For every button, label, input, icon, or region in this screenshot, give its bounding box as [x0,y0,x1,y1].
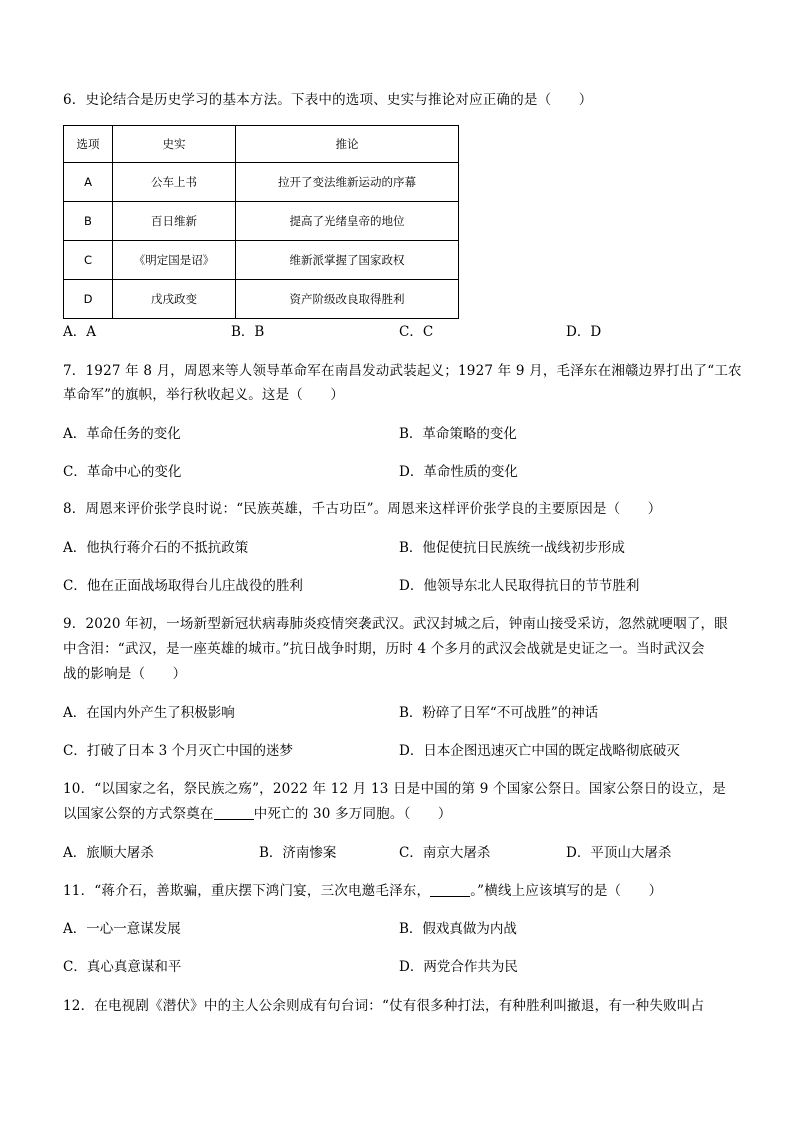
question-9-stem-line1: 9．2020 年初，一场新型新冠状病毒肺炎疫情突袭武汉。武汉封城之后，钟南山接受采访，忽然就哽咽了，眼 [63,616,728,632]
question-11-stem [63,882,662,900]
option-a: A．A [63,324,96,340]
option-b: B．假戏真做为内战 [399,921,517,937]
table-row [64,241,459,280]
table-cell: C [64,241,113,280]
table-cell: 提高了光绪皇帝的地位 [236,202,459,241]
table-row [64,202,459,241]
question-11-stem-part2: 。”横线上应该填写的是（ ） [470,883,663,899]
option-b: B．他促使抗日民族统一战线初步形成 [399,540,625,556]
table-cell: 《明定国是诏》 [113,241,236,280]
fill-blank [430,883,470,897]
option-a: A．旅顺大屠杀 [63,845,154,861]
option-d: D．D [566,324,602,340]
option-b: B．B [231,324,265,340]
table-cell: 戊戌政变 [113,280,236,319]
table-cell: D [64,280,113,319]
option-d: D．平顶山大屠杀 [566,845,672,861]
table-cell: 拉开了变法维新运动的序幕 [236,163,459,202]
table-row [64,163,459,202]
option-c: C．南京大屠杀 [399,845,491,861]
option-d: D．革命性质的变化 [399,464,518,480]
option-c: C．C [399,324,434,340]
option-d: D．他领导东北人民取得抗日的节节胜利 [399,578,640,594]
table-header-cell: 选项 [64,126,113,163]
table-header-cell: 推论 [236,126,459,163]
question-8-stem: 8．周恩来评价张学良时说：“民族英雄，千古功臣”。周恩来这样评价张学良的主要原因是（ ） [63,501,662,517]
table-cell: B [64,202,113,241]
option-b: B．济南惨案 [259,845,337,861]
table-header-cell: 史实 [113,126,236,163]
option-c: C．打破了日本 3 个月灭亡中国的迷梦 [63,743,294,759]
option-a: A．革命任务的变化 [63,426,181,442]
question-6-stem: 6．史论结合是历史学习的基本方法。下表中的选项、史实与推论对应正确的是（ ） [63,92,593,108]
question-9-stem-line2: 中含泪：“武汉，是一座英雄的城市。”抗日战争时期，历时 4 个多月的武汉会战就是史证之一。当时武汉会 [63,641,705,657]
option-a: A．一心一意谋发展 [63,921,181,937]
question-9-stem-line3: 战的影响是（ ） [63,666,187,682]
table-cell: 百日维新 [113,202,236,241]
option-b: B．革命策略的变化 [399,426,517,442]
question-7-stem-line1: 7．1927 年 8 月，周恩来等人领导革命军在南昌发动武装起义；1927 年 9 月，毛泽东在湘赣边界打出了“工农 [63,363,742,379]
table-header-row [64,126,459,163]
option-b: B．粉碎了日军“不可战胜”的神话 [399,705,599,721]
question-11-stem-part1: 11．“蒋介石，善欺骗，重庆摆下鸿门宴，三次电邀毛泽东， [63,883,431,899]
table-cell: 资产阶级改良取得胜利 [236,280,459,319]
table-row [64,280,459,319]
option-d: D．日本企图迅速灭亡中国的既定战略彻底破灭 [399,743,680,759]
option-d: D．两党合作共为民 [399,959,518,975]
option-c: C．他在正面战场取得台儿庄战役的胜利 [63,578,303,594]
option-c: C．革命中心的变化 [63,464,182,480]
question-12-stem: 12．在电视剧《潜伏》中的主人公余则成有句台词：“仗有很多种打法，有种胜利叫撤退，有一种失败叫占 [63,998,705,1014]
option-c: C．真心真意谋和平 [63,959,182,975]
option-a: A．他执行蒋介石的不抵抗政策 [63,540,249,556]
question-10-stem-part2: 中死亡的 30 多万同胞。（ ） [253,806,452,822]
question-10-stem-line1: 10．“以国家之名，祭民族之殇”，2022 年 12 月 13 日是中国的第 9 个国家公祭日。国家公祭日的设立，是 [63,781,726,797]
question-7-stem-line2: 革命军”的旗帜，举行秋收起义。这是（ ） [63,387,345,403]
table-cell: 公车上书 [113,163,236,202]
question-10-stem-line2 [63,805,452,823]
question-10-stem-part1: 以国家公祭的方式祭奠在 [63,806,214,822]
table-cell: A [64,163,113,202]
option-a: A．在国内外产生了积极影响 [63,705,235,721]
question-6-table [63,125,459,319]
fill-blank [214,806,254,820]
table-cell: 维新派掌握了国家政权 [236,241,459,280]
